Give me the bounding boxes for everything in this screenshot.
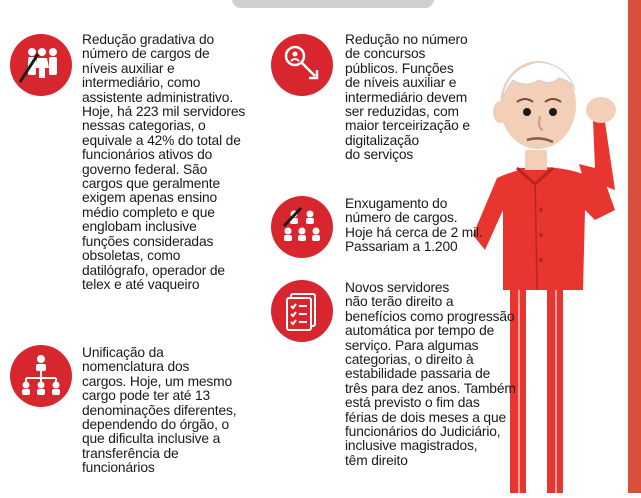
item-text: Redução no número de concursos públicos. Funções de níveis auxiliar e intermediário devem ser reduzidas, com maior terceirização e digitalização do serviços [345, 32, 470, 163]
item-text: Novos servidores não terão direito a benefícios como progressão automática por tempo de serviço. Para algumas categorias, o direito à estabilidade passaria de três para dez anos. Também está previsto o fim das férias de dois meses a que funcionários do Judiciário, inclusive magistrados, têm direito [345, 280, 516, 468]
org-chart-icon [10, 345, 72, 407]
checklist-icon [271, 280, 333, 342]
item-text: Unificação da nomenclatura dos cargos. Hoje, um mesmo cargo pode ter até 13 denominações diferentes, dependendo do órgão, o que dificulta inclusive a transferência de funcionários [82, 345, 237, 476]
top-tab [232, 0, 434, 8]
item-text: Enxugamento do número de cargos. Hoje há cerca de 2 mil. Passariam a 1.200 [345, 196, 483, 255]
staff-reduction-icon [10, 34, 72, 96]
key-decline-icon [271, 34, 333, 96]
group-reduction-icon [271, 196, 333, 258]
item-text: Redução gradativa do número de cargos de níveis auxiliar e intermediário, como assistente administrativo. Hoje, há 223 mil servidores nessas categorias, o equivale a 42% do total de funcionários ativos do governo federal. São cargos que geralmente exigem apenas ensino médio completo e que englobam inclusive funções consideradas obsoletas, como datilógrafo, operador de telex e até vaqueiro [82, 32, 246, 292]
